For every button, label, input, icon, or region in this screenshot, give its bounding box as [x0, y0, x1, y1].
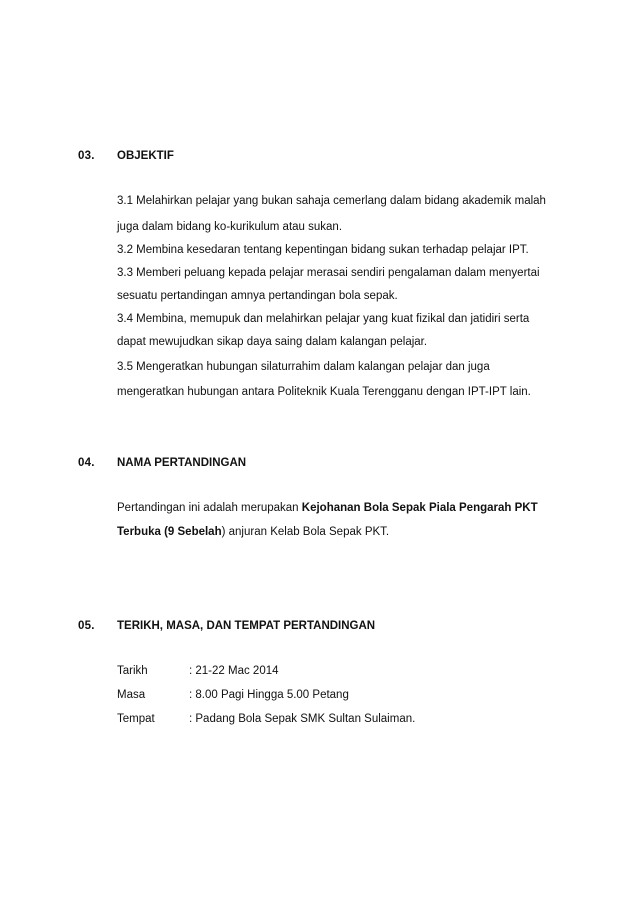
detail-value: : 8.00 Pagi Hingga 5.00 Petang — [189, 689, 349, 701]
objective-line: 3.3 Memberi peluang kepada pelajar merasai sendiri pengalaman dalam menyertai — [117, 267, 540, 279]
objective-line: mengeratkan hubungan antara Politeknik Kuala Terengganu dengan IPT-IPT lain. — [117, 386, 531, 398]
competition-name-bold: Kejohanan Bola Sepak Piala Pengarah PKT — [301, 502, 538, 514]
detail-label: Tarikh — [117, 665, 148, 677]
objective-line: 3.1 Melahirkan pelajar yang bukan sahaja cemerlang dalam bidang akademik malah — [117, 195, 546, 207]
section-number: 03. — [78, 150, 95, 162]
objective-line: 3.2 Membina kesedaran tentang kepentingan bidang sukan terhadap pelajar IPT. — [117, 244, 529, 256]
paragraph-text: Pertandingan ini adalah merupakan — [117, 502, 302, 514]
section-heading: OBJEKTIF — [117, 150, 174, 162]
competition-name-line — [117, 526, 389, 538]
paragraph-text: ) anjuran Kelab Bola Sepak PKT. — [221, 526, 390, 538]
detail-label: Tempat — [117, 713, 155, 725]
competition-name-bold: Terbuka (9 Sebelah — [117, 526, 222, 538]
objective-line: dapat mewujudkan sikap daya saing dalam kalangan pelajar. — [117, 336, 428, 348]
objective-line: sesuatu pertandingan amnya pertandingan bola sepak. — [117, 290, 398, 302]
section-number: 05. — [78, 620, 95, 632]
detail-label: Masa — [117, 689, 146, 701]
competition-name-line — [117, 502, 538, 514]
objective-line: 3.4 Membina, memupuk dan melahirkan pelajar yang kuat fizikal dan jatidiri serta — [117, 313, 530, 325]
detail-value: : Padang Bola Sepak SMK Sultan Sulaiman. — [189, 713, 416, 725]
section-number: 04. — [78, 457, 95, 469]
detail-value: : 21-22 Mac 2014 — [189, 665, 279, 677]
section-heading: TERIKH, MASA, DAN TEMPAT PERTANDINGAN — [117, 620, 376, 632]
objective-line: juga dalam bidang ko-kurikulum atau sukan. — [117, 221, 343, 233]
objective-line: 3.5 Mengeratkan hubungan silaturrahim dalam kalangan pelajar dan juga — [117, 361, 490, 373]
section-heading: NAMA PERTANDINGAN — [117, 457, 247, 469]
